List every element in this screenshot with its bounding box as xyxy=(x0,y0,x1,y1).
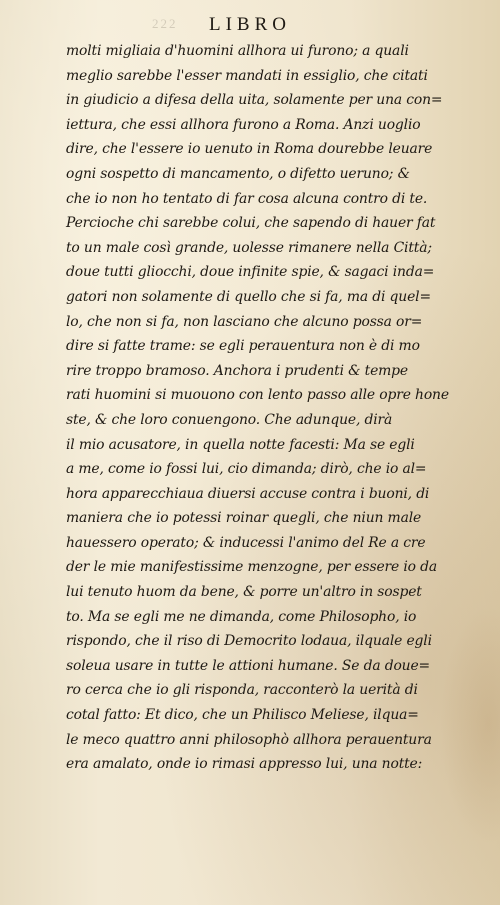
text-line: der le mie manifestissime menzogne, per essere io da xyxy=(66,559,438,576)
running-header xyxy=(0,14,500,36)
text-line: a me, come io fossi lui, cio dimanda; dirò, che io al= xyxy=(66,461,427,478)
text-line: hauessero operato; & inducessi l'animo del Re a cre xyxy=(66,534,426,551)
text-line: cotal fatto: Et dico, che un Philisco Meliese, ilqua= xyxy=(66,707,419,724)
text-line: gatori non solamente di quello che si fa, ma di quel= xyxy=(66,288,431,305)
text-line: ste, & che loro conuengono. Che adunque, dirà xyxy=(66,411,393,428)
text-line: dire si fatte trame: se egli perauentura non è di mo xyxy=(66,338,420,355)
show-through-text: 222 xyxy=(152,16,178,31)
text-line: to un male così grande, uolesse rimanere nella Città; xyxy=(66,239,432,256)
text-line: molti migliaia d'huomini allhora ui furono; a quali xyxy=(66,43,409,59)
text-line: maniera che io potessi roinar quegli, che niun male xyxy=(66,510,422,527)
text-line: il mio acusatore, in quella notte facesti: Ma se egli xyxy=(66,436,415,453)
text-line: iettura, che essi allhora furono a Roma. Anzi uoglio xyxy=(66,116,421,133)
text-line: rispondo, che il riso di Democrito lodaua, ilquale egli xyxy=(66,633,432,650)
text-line: rire troppo bramoso. Anchora i prudenti & tempe xyxy=(66,362,408,379)
text-line: ro cerca che io gli risponda, racconterò la uerità di xyxy=(66,682,418,699)
text-line: hora apparecchiaua diuersi accuse contra i buoni, di xyxy=(66,485,430,502)
text-line: lo, che non si fa, non lasciano che alcuno possa or= xyxy=(66,313,423,330)
text-line: meglio sarebbe l'esser mandati in essiglio, che citati xyxy=(66,67,428,84)
text-line: soleua usare in tutte le attioni humane. Se da doue= xyxy=(66,657,431,674)
text-line: rati huomini si muouono con lento passo alle opre hone xyxy=(66,387,449,404)
text-line: che io non ho tentato di far cosa alcuna contro di te. xyxy=(66,190,428,207)
text-line: to. Ma se egli me ne dimanda, come Philosopho, io xyxy=(66,608,417,625)
body-text xyxy=(66,39,458,777)
text-line: le meco quattro anni philosophò allhora perauentura xyxy=(66,731,432,748)
text-line: in giudicio a difesa della uita, solamente per una con= xyxy=(66,92,443,109)
text-line: doue tutti gliocchi, doue infinite spie, & sagaci inda= xyxy=(66,264,435,281)
text-line: Percioche chi sarebbe colui, che sapendo di hauer fat xyxy=(66,215,436,232)
running-header-title: LIBRO xyxy=(209,14,291,35)
text-line: ogni sospetto di mancamento, o difetto ueruno; & xyxy=(66,165,410,182)
text-line: lui tenuto huom da bene, & porre un'altro in sospet xyxy=(66,584,422,601)
text-line: dire, che l'essere io uenuto in Roma dourebbe leuare xyxy=(66,141,433,158)
text-line: era amalato, onde io rimasi appresso lui, una notte: xyxy=(66,756,423,773)
